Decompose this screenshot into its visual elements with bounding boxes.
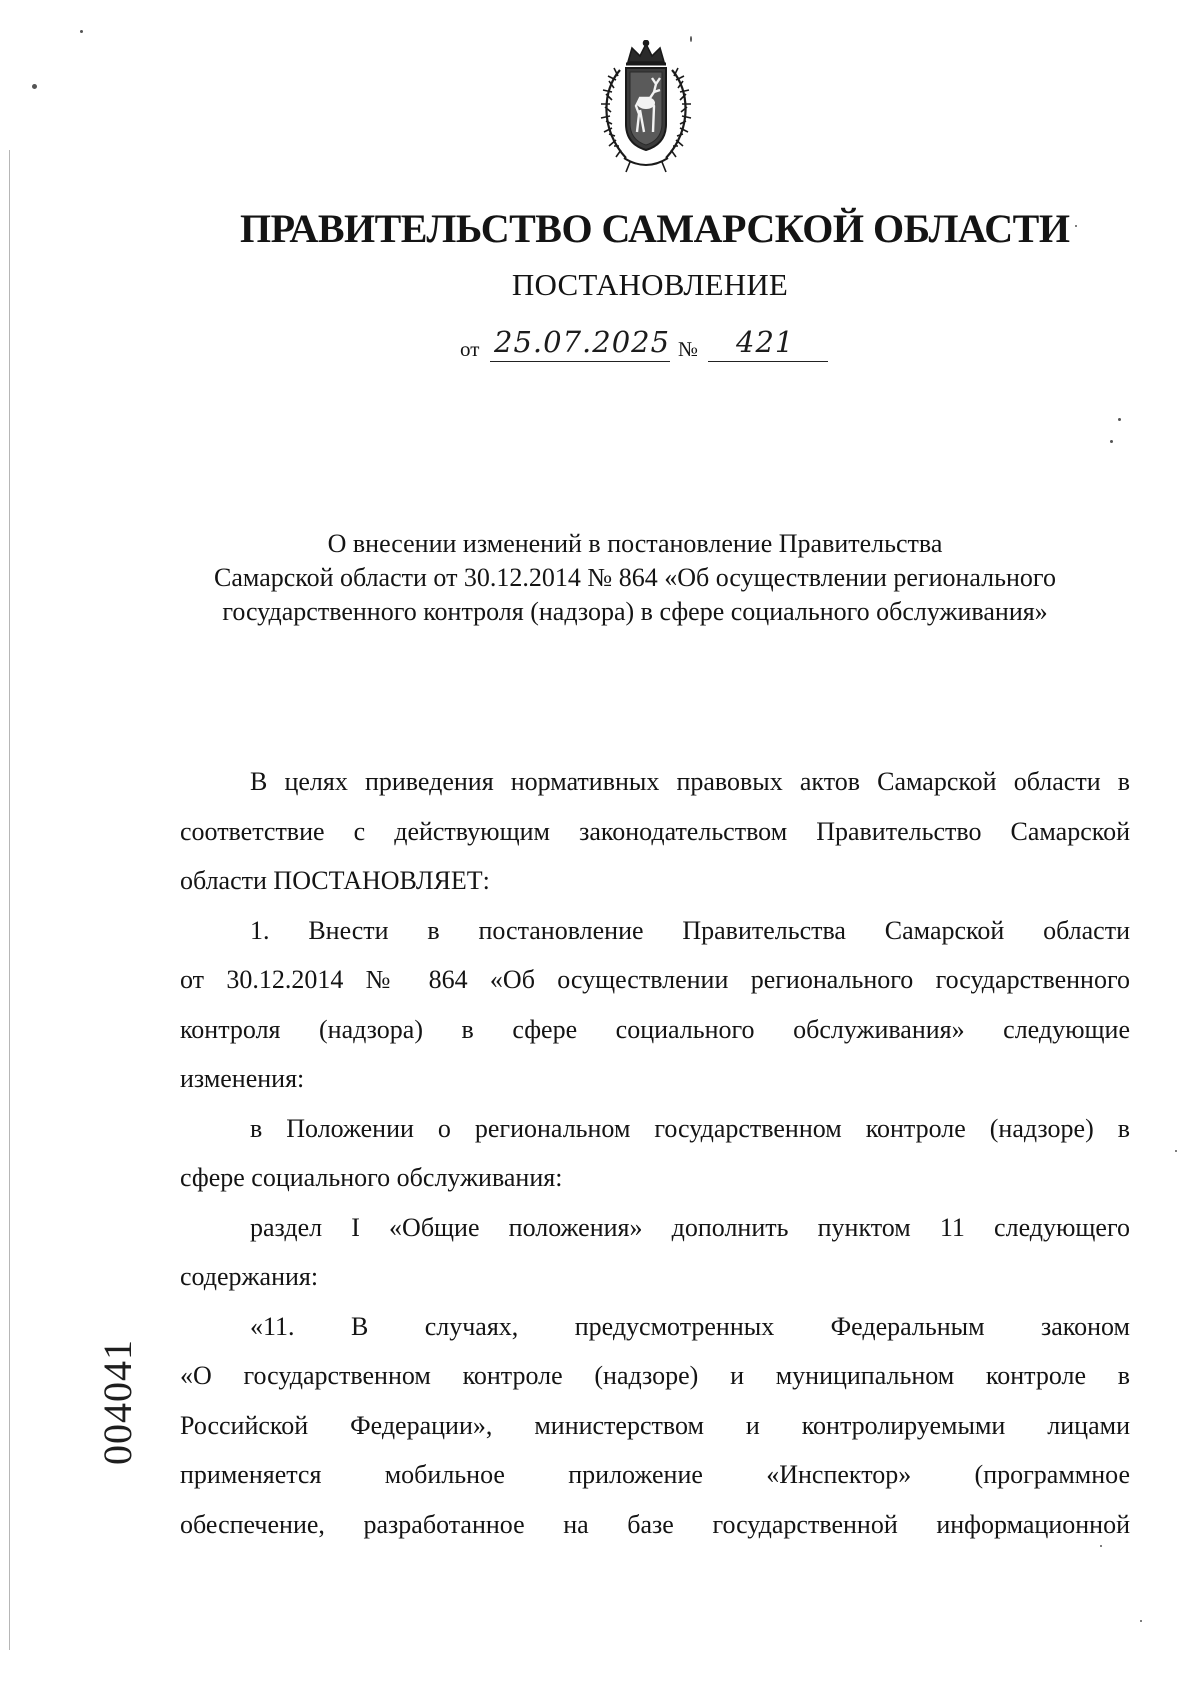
scan-speck <box>1140 1620 1142 1622</box>
scan-speck <box>80 30 83 33</box>
subject-line: государственного контроля (надзора) в сфере социального обслуживания» <box>222 597 1048 626</box>
body-line: «О государственном контроле (надзоре) и муниципальном контроле в <box>180 1361 1130 1390</box>
number-underline <box>708 361 828 362</box>
handwritten-date: 25.07.2025 <box>494 325 671 359</box>
body-line: Российской Федерации», министерством и контролируемыми лицами <box>180 1410 1130 1440</box>
body-line: применяется мобильное приложение «Инспектор» (программное <box>180 1460 1130 1489</box>
number-prefix: № <box>678 337 699 361</box>
body-line: «11. В случаях, предусмотренных Федеральным законом <box>250 1311 1130 1341</box>
serial-number: 004041 <box>95 1339 140 1465</box>
body-line: раздел I «Общие положения» дополнить пунктом 11 следующего <box>250 1212 1130 1242</box>
body-line: 1. Внести в постановление Правительства Самарской области <box>250 915 1130 945</box>
body-line: области ПОСТАНОВЛЯЕТ: <box>180 866 490 895</box>
document-body <box>180 757 1130 1549</box>
document-subject <box>160 527 1110 629</box>
scan-speck <box>1100 1545 1102 1547</box>
coat-of-arms-emblem-icon <box>590 40 702 174</box>
date-prefix: от <box>460 337 480 361</box>
body-line: сфере социального обслуживания: <box>180 1163 563 1192</box>
subject-line: Самарской области от 30.12.2014 № 864 «Об осуществлении регионального <box>214 563 1056 592</box>
scan-speck <box>690 36 692 42</box>
document-type: ПОСТАНОВЛЕНИЕ <box>511 267 789 302</box>
scan-speck <box>32 84 37 89</box>
body-line: В целях приведения нормативных правовых актов Самарской области в <box>250 767 1130 796</box>
scan-speck <box>1175 1150 1177 1152</box>
body-line: содержания: <box>180 1262 319 1291</box>
body-line: в Положении о региональном государственном контроле (надзоре) в <box>250 1113 1130 1143</box>
scan-speck <box>1110 440 1113 443</box>
scan-speck <box>1075 225 1077 227</box>
organization-title: ПРАВИТЕЛЬСТВО САМАРСКОЙ ОБЛАСТИ <box>240 206 1070 251</box>
body-line: соответствие с действующим законодательством Правительство Самарской <box>180 816 1130 846</box>
body-line: контроля (надзора) в сфере социального обслуживания» следующие <box>180 1014 1130 1044</box>
scan-edge-line <box>9 150 10 1650</box>
scan-speck <box>1118 418 1121 421</box>
handwritten-number: 421 <box>736 325 795 359</box>
body-line: от 30.12.2014 № 864 «Об осуществлении регионального государственного <box>180 965 1130 994</box>
body-line: изменения: <box>180 1064 305 1093</box>
date-underline <box>490 361 670 362</box>
subject-line: О внесении изменений в постановление Правительства <box>327 529 943 558</box>
body-line: обеспечение, разработанное на базе государственной информационной <box>180 1509 1130 1539</box>
